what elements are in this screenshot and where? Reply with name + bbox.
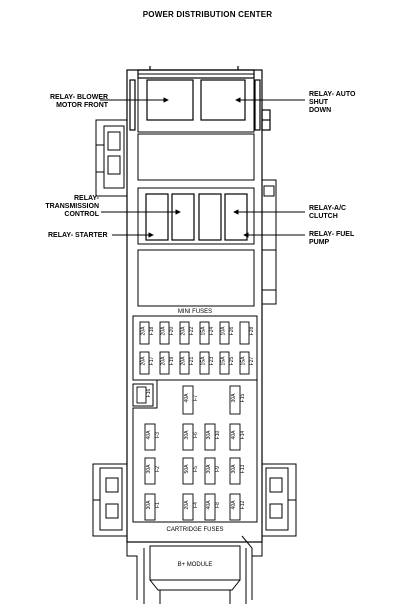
mini-fuse (200, 322, 215, 344)
fuse-id-label: F23 (209, 356, 215, 366)
mini-fuse (140, 352, 155, 374)
cartridge-fuse (183, 494, 199, 520)
fuse-id-label: F21 (189, 356, 195, 366)
cartridge-fuse (205, 494, 221, 520)
fuse-id-label: F28 (249, 326, 255, 336)
fuse-id-label: F19 (169, 356, 175, 366)
fuse-id-label: F5 (193, 466, 199, 472)
cartridge-fuse (230, 386, 246, 414)
mini-fuse-f16 (137, 387, 152, 403)
fuse-id-label: F18 (149, 326, 155, 336)
cartridge-fuse-grid (145, 386, 246, 520)
callout-line: RELAY-A/C (309, 205, 347, 212)
mini-fuse (220, 322, 235, 344)
fuse-id-label: F2 (155, 466, 161, 472)
fuse-id-label: F17 (149, 356, 155, 366)
callout-line: TRANSMISSION (45, 203, 99, 210)
fuse-amp-label: 10A (220, 326, 227, 336)
callout-line: RELAY- BLOWER (50, 94, 109, 101)
callout-line: PUMP (309, 239, 330, 246)
fuse-amp-label: 20A (140, 326, 147, 336)
fuse-id-label: F14 (240, 430, 246, 440)
fuse-amp-label: 40A (206, 500, 212, 510)
relay-starter (146, 194, 168, 240)
mini-fuse (240, 352, 255, 374)
relay-ac-clutch (199, 194, 221, 240)
fuse-id-label: F26 (229, 326, 235, 336)
blank-section-lower (138, 250, 254, 306)
fuse-amp-label: 40A (231, 500, 237, 510)
cartridge-fuse (205, 424, 221, 450)
fuse-amp-label: 30A (231, 393, 237, 403)
fuse-id-label: F7 (193, 395, 199, 401)
fuse-amp-label: 20A (160, 326, 167, 336)
cartridge-fuse (230, 424, 246, 450)
fuse-id-label: F13 (240, 464, 246, 474)
fuse-amp-label: 50A (184, 464, 190, 474)
mini-fuse (200, 352, 215, 374)
right-lower-bracket (262, 464, 296, 536)
fuse-f16-area (133, 384, 153, 406)
mini-fuses-label: MINI FUSES (177, 309, 213, 315)
fuse-amp-label: 20A (180, 326, 187, 336)
cartridge-fuse (205, 458, 221, 484)
fuse-amp-label: 30A (231, 464, 237, 474)
b-module-label: B+ MODULE (177, 562, 213, 568)
fuse-amp-label: 30A (146, 500, 152, 510)
left-bracket (96, 120, 127, 196)
fuse-id-label: F8 (215, 502, 221, 508)
fuse-id-label: F6 (193, 432, 199, 438)
left-lower-bracket (93, 464, 127, 536)
top-relay-section (138, 74, 254, 132)
mini-fuse (220, 352, 235, 374)
fuse-id-label: F16 (146, 388, 152, 398)
fuse-id-label: F27 (249, 356, 255, 366)
fuse-amp-label: 30A (184, 430, 190, 440)
blank-section-upper (138, 134, 254, 180)
fuse-id-label: F24 (209, 326, 215, 336)
mini-fuse (240, 322, 255, 344)
fuse-amp-label: 15A (220, 356, 227, 366)
fuse-amp-label: 40A (231, 430, 237, 440)
fuse-id-label: F1 (155, 502, 161, 508)
fuse-amp-label: 30A (146, 464, 152, 474)
callout-line: SHUT (309, 99, 329, 106)
cartridge-fuse (183, 386, 199, 414)
cartridge-fuse (145, 424, 161, 450)
relay-transmission-control (172, 194, 194, 240)
fuse-amp-label: 15A (200, 356, 207, 366)
fuse-id-label: F12 (240, 500, 246, 510)
mini-fuse (160, 352, 175, 374)
fuse-id-label: F4 (193, 502, 199, 508)
fuse-amp-label: 20A (160, 356, 167, 366)
fuse-id-label: F22 (189, 326, 195, 336)
fuse-id-label: F9 (215, 466, 221, 472)
fuse-id-label: F3 (155, 432, 161, 438)
fuse-amp-label: 40A (184, 393, 190, 403)
callout-line: RELAY- FUEL (309, 231, 355, 238)
cartridge-fuse (230, 458, 246, 484)
cartridge-fuse (230, 494, 246, 520)
cartridge-fuse (183, 424, 199, 450)
callout-line: RELAY- AUTO (309, 91, 356, 98)
mini-fuse (180, 322, 195, 344)
cartridge-fuse (183, 458, 199, 484)
mini-fuse (180, 352, 195, 374)
cartridge-fuse (145, 458, 161, 484)
fuse-amp-label: 20A (140, 356, 147, 366)
fuse-amp-label: 15A (240, 356, 247, 366)
cartridge-fuse (145, 494, 161, 520)
b-plus-module (127, 536, 262, 604)
relay-fuel-pump (225, 194, 247, 240)
fuse-amp-label: 40A (146, 430, 152, 440)
fuse-amp-label: 30A (206, 430, 212, 440)
fuse-amp-label: 20A (180, 356, 187, 366)
fuse-amp-label: 20A (184, 500, 190, 510)
callout-line: MOTOR FRONT (56, 102, 109, 109)
page-title: POWER DISTRIBUTION CENTER (142, 10, 273, 19)
mini-fuse (140, 322, 155, 344)
callout-line: CLUTCH (309, 213, 338, 220)
fuse-amp-label: 15A (200, 326, 207, 336)
fuse-id-label: F15 (240, 393, 246, 403)
fuse-id-label: F20 (169, 326, 175, 336)
fuse-id-label: F25 (229, 356, 235, 366)
callout-line: DOWN (309, 107, 332, 114)
callout-line: RELAY- (73, 195, 99, 202)
mini-fuse (160, 322, 175, 344)
fuse-id-label: F10 (215, 430, 221, 440)
callout-line: CONTROL (64, 211, 99, 218)
mini-fuse-panel (133, 316, 257, 380)
right-bracket (262, 180, 276, 304)
middle-relay-section (138, 188, 254, 244)
cartridge-fuses-label: CARTRIDGE FUSES (166, 527, 224, 533)
callout-line: RELAY- STARTER (48, 232, 108, 239)
fuse-amp-label: 30A (206, 464, 212, 474)
